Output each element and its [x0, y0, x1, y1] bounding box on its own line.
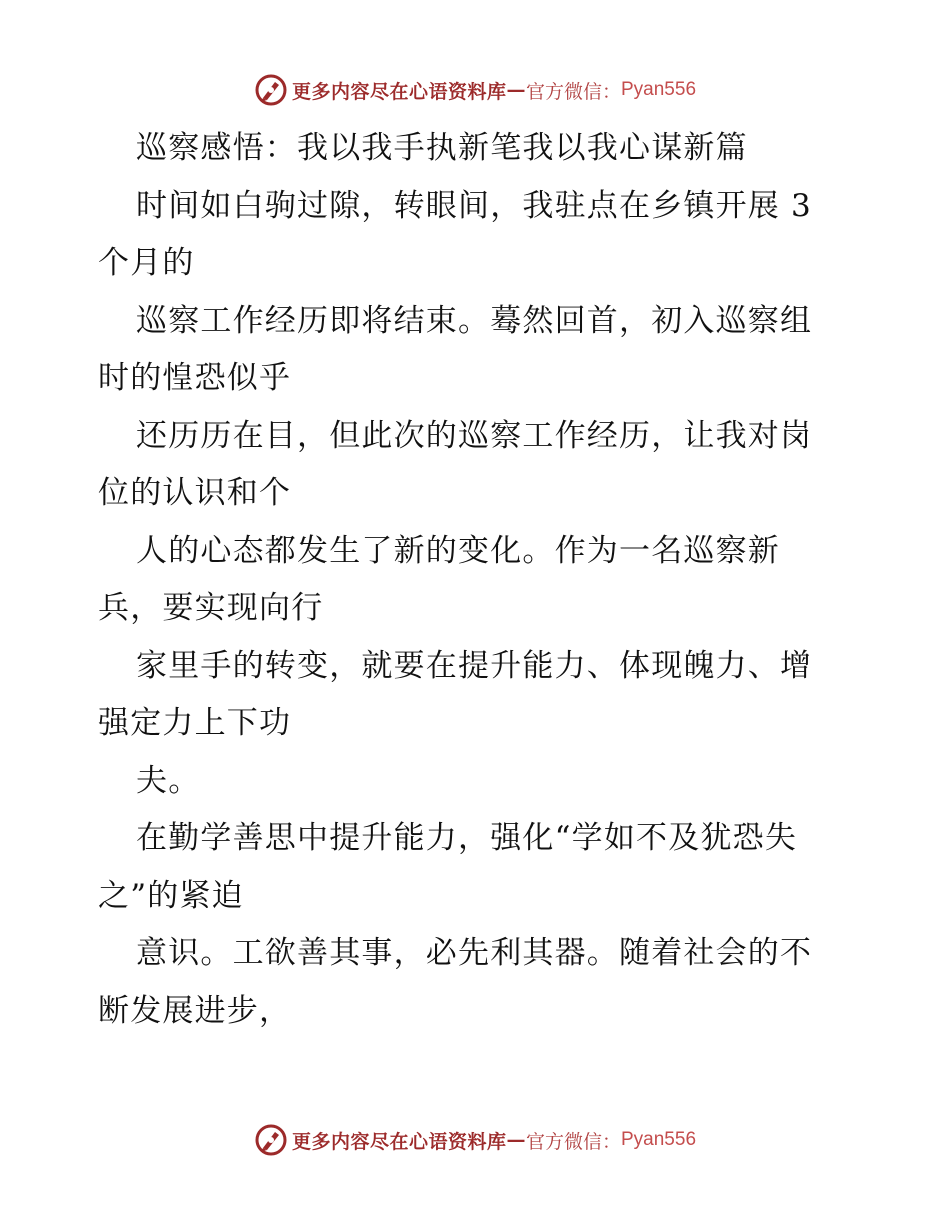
text-line: 位的认识和个 — [98, 475, 292, 511]
text-line: 个月的 — [98, 245, 195, 281]
document-title: 巡察感悟：我以我手执新笔我以我心谋新篇 — [136, 130, 748, 166]
text-line: 夫。 — [136, 762, 201, 799]
text-line: 之”的紧迫 — [98, 877, 244, 914]
text-line: 在勤学善思中提升能力，强化“学如不及犹恐失 — [136, 820, 798, 856]
text-line: 巡察工作经历即将结束。蓦然回首，初入巡察组 — [136, 302, 813, 339]
text-line: 人的心态都发生了新的变化。作为一名巡察新 — [136, 532, 780, 569]
header-banner — [0, 70, 950, 110]
text-line: 还历历在目，但此次的巡察工作经历，让我对岗 — [136, 417, 813, 454]
pen-logo-icon — [254, 1123, 288, 1157]
banner-wechat-label: 官方微信： — [525, 80, 621, 103]
banner-brand-text: 更多内容尽在心语资料库 — [291, 1130, 507, 1153]
text-line: 时的惶恐似乎 — [98, 360, 292, 396]
text-line: 家里手的转变，就要在提升能力、体现魄力、增 — [136, 647, 813, 684]
pen-logo-icon — [254, 73, 288, 107]
text-line: 强定力上下功 — [98, 705, 292, 741]
text-line: 意识。工欲善其事，必先利其器。随着社会的不 — [136, 935, 813, 971]
banner-dash: — — [506, 1129, 526, 1151]
banner-dash: — — [506, 79, 526, 101]
text-line: 时间如白驹过隙，转眼间，我驻点在乡镇开展 3 — [136, 187, 812, 224]
banner-wechat-id: Pyan556 — [621, 1129, 697, 1150]
banner-wechat-label: 官方微信： — [525, 1130, 621, 1153]
text-line: 兵，要实现向行 — [98, 590, 324, 626]
banner-brand-text: 更多内容尽在心语资料库 — [291, 80, 507, 103]
document-body — [98, 120, 858, 1040]
text-line: 断发展进步， — [98, 992, 292, 1029]
footer-banner — [0, 1120, 950, 1160]
banner-wechat-id: Pyan556 — [621, 79, 697, 100]
